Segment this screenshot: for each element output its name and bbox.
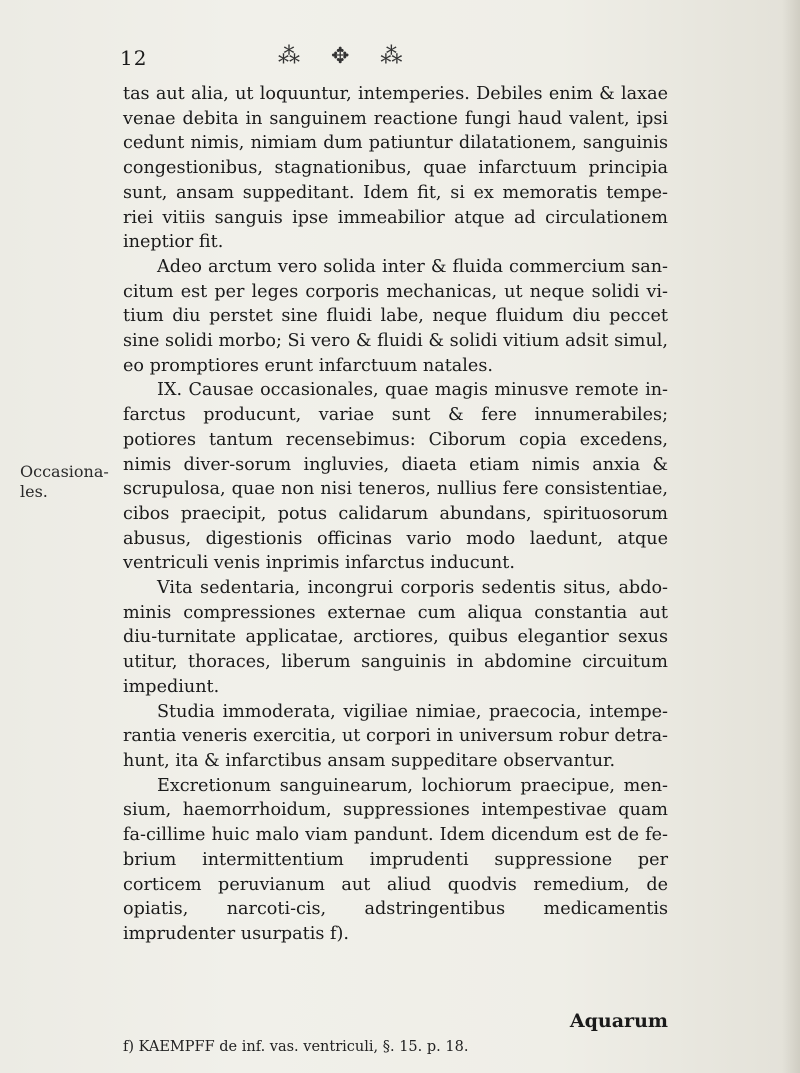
catchword: Aquarum <box>569 1010 668 1032</box>
paragraph-studia: Studia immoderata, vigiliae nimiae, praecocia, intempe-rantia veneris exercitia, ut corpori in universum robur detra-hunt, ita & infarctibus ansam suppeditare observantur. <box>123 701 668 771</box>
paragraph-excretiones: Excretionum sanguinearum, lochiorum praecipue, men-sium, haemorrhoidum, suppressiones intempestivae quam fa-cillime huic malo viam pandunt. Idem dicendum est de fe-brium intermittentium imprudenti suppressione per corticem peruvianum aut aliud quodvis remedium, de opiatis, narcoti-cis, adstringentibus medicamentis imprudenter usurpatis f). <box>123 775 668 944</box>
page-edge-shadow <box>782 0 800 1073</box>
page-header <box>120 44 680 74</box>
page-number: 12 <box>120 46 148 70</box>
footnote: f) KAEMPFF de inf. vas. ventriculi, §. 15. p. 18. <box>123 1039 469 1055</box>
paragraph-causae-occasionales: IX. Causae occasionales, quae magis minusve remote in-farctus producunt, variae sunt & fere innumerabiles; potiores tantum recensebimus: Ciborum copia excedens, nimis diver-sorum ingluvies, diaeta etiam nimis anxia & scrupulosa, quae non nisi teneros, nullius fere consistentiae, cibos praecipit, potus calidarum abundans, spirituosorum abusus, digestionis officinas vario modo laedunt, atque ventriculi venis inprimis infarctus inducunt. <box>123 380 668 574</box>
paragraph-continuation: tas aut alia, ut loquuntur, intemperies. Debiles enim & laxae venae debita in sanguinem reactione fungi haud valent, ipsi cedunt nimis, nimiam dum patiuntur dilatationem, sanguinis congestionibus, stagnationibus, quae infarctuum principia sunt, ansam suppeditant. Idem fit, si ex memoratis tempe-riei vitiis sanguis ipse immeabilior atque ad circulationem ineptior fit. <box>123 84 668 253</box>
main-text <box>123 82 668 947</box>
header-ornament: ⁂ ✥ ⁂ <box>278 44 415 69</box>
paragraph-solida-fluida: Adeo arctum vero solida inter & fluida commercium san-citum est per leges corporis mechanicas, ut neque solidi vi-tium diu perstet sine fluidi labe, neque fluidum diu peccet sine solidi morbo; Si vero & fluidi & solidi vitium adsit simul, eo promptiores erunt infarctuum natales. <box>123 256 668 376</box>
margin-note: Occasiona-les. <box>20 462 109 501</box>
paragraph-vita-sedentaria: Vita sedentaria, incongrui corporis sedentis situs, abdo-minis compressiones externae cum aliqua constantia aut diu-turnitate applicatae, arctiores, quibus elegantior sexus utitur, thoraces, liberum sanguinis in abdomine circuitum impediunt. <box>123 578 668 697</box>
